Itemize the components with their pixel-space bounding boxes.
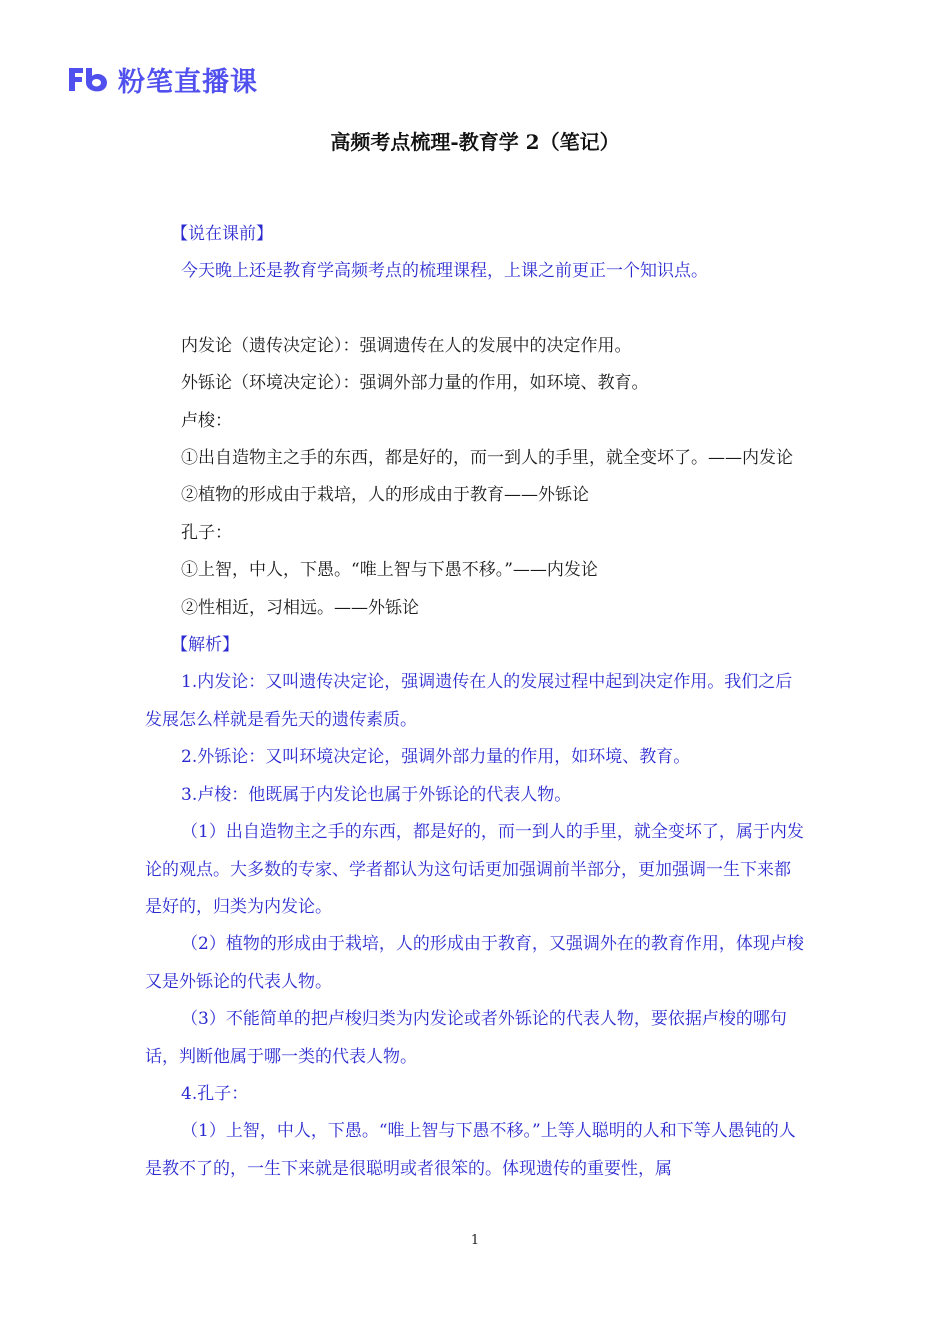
paragraph: （3）不能简单的把卢梭归类为内发论或者外铄论的代表人物，要依据卢梭的哪句话，判断他属于哪一类的代表人物。 <box>145 1009 787 1067</box>
fb-logo-icon <box>66 64 110 94</box>
paragraph: ①出自造物主之手的东西，都是好的，而一到人的手里，就全变坏了。——内发论 <box>181 448 793 469</box>
paragraph: ①上智，中人，下愚。“唯上智与下愚不移。”——内发论 <box>181 560 598 581</box>
paragraph: 卢梭： <box>181 410 232 431</box>
paragraph: （1）出自造物主之手的东西，都是好的，而一到人的手里，就全变坏了，属于内发论的观点。大多数的专家、学者都认为这句话更加强调前半部分，更加强调一生下来都是好的，归类为内发论。 <box>145 822 804 917</box>
page-number: 1 <box>470 1233 480 1248</box>
document-title: 高频考点梳理-教育学 2（笔记） <box>330 130 620 154</box>
paragraph: 外铄论（环境决定论）：强调外部力量的作用，如环境、教育。 <box>181 373 649 394</box>
paragraph: 【解析】 <box>171 635 239 656</box>
paragraph: 孔子： <box>181 522 232 543</box>
paragraph: ②植物的形成由于栽培，人的形成由于教育——外铄论 <box>181 485 589 506</box>
paragraph: 【说在课前】 <box>171 224 273 244</box>
paragraph: 3.卢梭：他既属于内发论也属于外铄论的代表人物。 <box>181 784 572 805</box>
paragraph: 1.内发论：又叫遗传决定论，强调遗传在人的发展过程中起到决定作用。我们之后发展怎么样就是看先天的遗传素质。 <box>145 672 793 730</box>
paragraph: 4.孔子： <box>181 1083 249 1104</box>
paragraph: （2）植物的形成由于栽培，人的形成由于教育，又强调外在的教育作用，体现卢梭又是外铄论的代表人物。 <box>145 934 804 992</box>
paragraph: 2.外铄论：又叫环境决定论，强调外部力量的作用，如环境、教育。 <box>181 747 691 768</box>
brand-logo <box>66 62 258 96</box>
paragraph: （1）上智，中人，下愚。“唯上智与下愚不移。”上等人聪明的人和下等人愚钝的人是教不了的，一生下来就是很聪明或者很笨的。体现遗传的重要性，属 <box>145 1121 796 1179</box>
paragraph <box>145 291 807 328</box>
paragraph: 今天晚上还是教育学高频考点的梳理课程，上课之前更正一个知识点。 <box>181 261 708 282</box>
document-body <box>145 216 807 1188</box>
paragraph: 内发论（遗传决定论）：强调遗传在人的发展中的决定作用。 <box>181 335 632 356</box>
paragraph: ②性相近，习相远。——外铄论 <box>181 597 419 618</box>
brand-name: 粉笔直播课 <box>118 66 258 98</box>
